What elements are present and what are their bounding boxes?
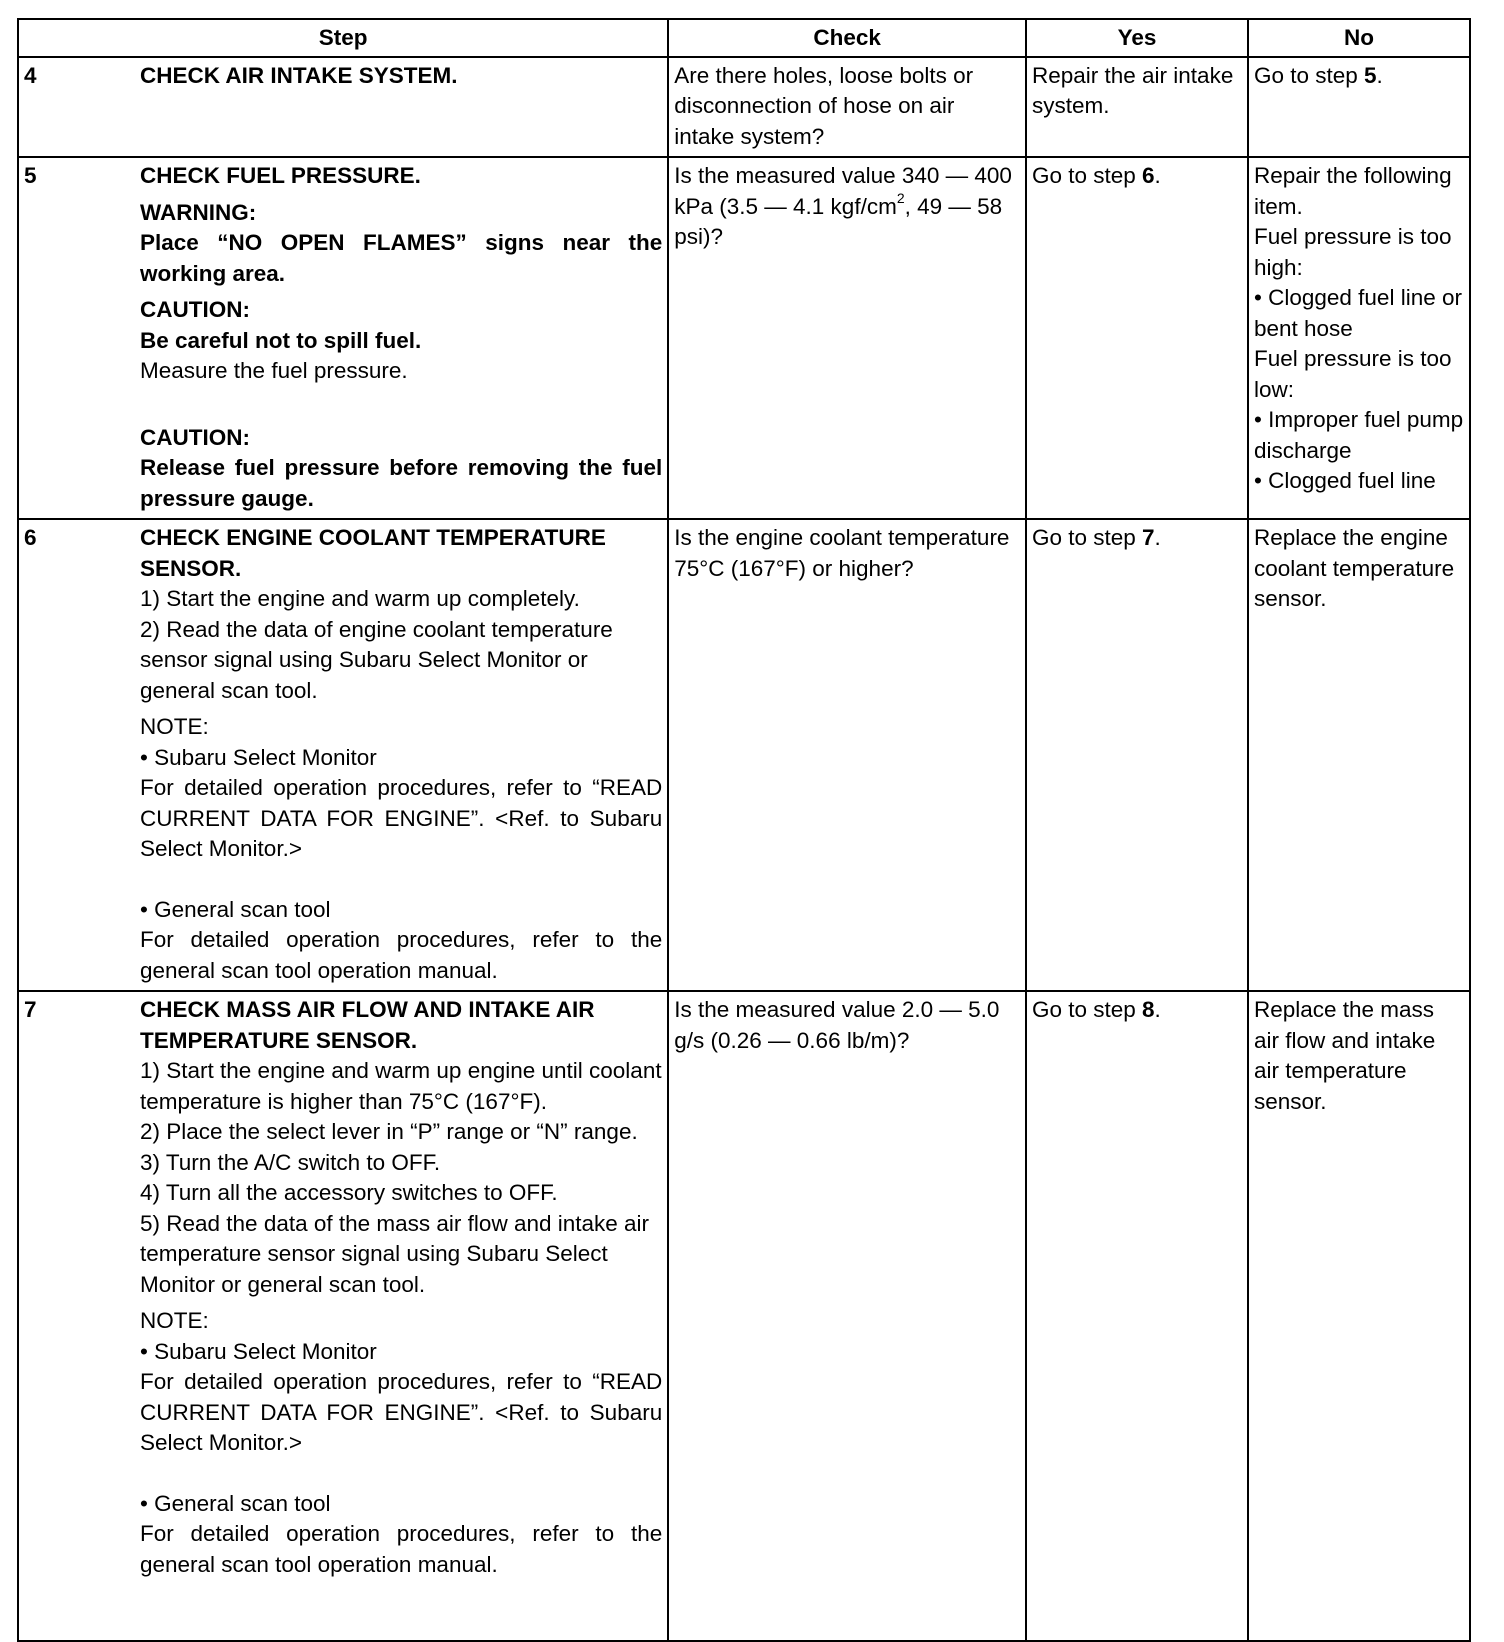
- header-step: Step: [18, 19, 668, 57]
- caution-label: CAUTION:: [140, 297, 250, 322]
- list-item: • Improper fuel pump discharge: [1253, 407, 1464, 463]
- header-no: No: [1248, 19, 1470, 57]
- note-text: For detailed operation procedures, refer to the general scan tool operation manual.: [140, 1521, 663, 1577]
- instruction-text: 2) Place the select lever in “P” range or “N” range.: [140, 1119, 638, 1144]
- check-cell: Is the engine coolant temperature 75°C (167°F) or higher?: [668, 519, 1026, 991]
- instruction-text: Measure the fuel pressure.: [140, 358, 408, 383]
- step-ref: 6: [1142, 163, 1155, 188]
- instruction-text: 2) Read the data of engine coolant temperature sensor signal using Subaru Select Monitor or general scan tool.: [140, 616, 613, 703]
- note-label: NOTE:: [140, 714, 209, 739]
- header-yes: Yes: [1026, 19, 1248, 57]
- yes-cell: Go to step 6.: [1026, 157, 1248, 519]
- caution-label: CAUTION:: [140, 424, 250, 450]
- caution-text: Release fuel pressure before removing the fuel pressure gauge.: [140, 455, 663, 511]
- list-item: • Clogged fuel line: [1253, 468, 1436, 493]
- instruction-text: 1) Start the engine and warm up engine until coolant temperature is higher than 75°C (167°F).: [140, 1058, 662, 1114]
- step-number: 5: [24, 163, 37, 188]
- step-title: CHECK FUEL PRESSURE.: [140, 163, 421, 188]
- instruction-text: 3) Turn the A/C switch to OFF.: [140, 1149, 441, 1175]
- no-cell: Replace the mass air flow and intake air temperature sensor.: [1248, 991, 1470, 1641]
- no-cell: Repair the following item. Fuel pressure is too high: • Clogged fuel line or bent hose Fuel pressure is too low: • Improper fuel pump discharge • Clogged fuel line: [1248, 157, 1470, 519]
- diagnostic-table: [17, 18, 1471, 1642]
- list-item: • General scan tool: [140, 896, 331, 922]
- list-item: • General scan tool: [140, 1490, 331, 1516]
- table-row: [18, 991, 1470, 1641]
- yes-cell: Go to step 8.: [1026, 991, 1248, 1641]
- yes-cell: Go to step 7.: [1026, 519, 1248, 991]
- step-ref: 7: [1142, 525, 1155, 550]
- list-item: • Clogged fuel line or bent hose: [1253, 285, 1462, 341]
- step-number: 7: [24, 997, 37, 1022]
- step-cell: [18, 57, 668, 158]
- header-row: [18, 19, 1470, 57]
- step-cell: [18, 991, 668, 1641]
- list-item: • Subaru Select Monitor: [140, 1338, 377, 1364]
- check-cell: Are there holes, loose bolts or disconnection of hose on air intake system?: [668, 57, 1026, 158]
- warning-text: Place “NO OPEN FLAMES” signs near the working area.: [140, 230, 663, 286]
- list-item: • Subaru Select Monitor: [140, 744, 377, 770]
- check-cell: Is the measured value 340 — 400 kPa (3.5 — 4.1 kgf/$cm^2$, 49 — 58 psi)?: [668, 157, 1026, 519]
- step-number: 4: [24, 62, 37, 88]
- warning-label: WARNING:: [140, 199, 257, 225]
- step-title: CHECK MASS AIR FLOW AND INTAKE AIR TEMPERATURE SENSOR.: [140, 997, 595, 1053]
- step-number: 6: [24, 525, 37, 550]
- caution-text: Be careful not to spill fuel.: [140, 327, 422, 353]
- step-cell: [18, 157, 668, 519]
- note-text: For detailed operation procedures, refer to “READ CURRENT DATA FOR ENGINE”. <Ref. to Subaru Select Monitor.>: [140, 775, 663, 861]
- no-cell: Replace the engine coolant temperature sensor.: [1248, 519, 1470, 991]
- step-ref: 5: [1364, 62, 1377, 88]
- no-cell: Go to step 5.: [1248, 57, 1470, 158]
- table-row: [18, 519, 1470, 991]
- step-cell: [18, 519, 668, 991]
- table-row: [18, 57, 1470, 158]
- step-ref: 8: [1142, 997, 1155, 1022]
- instruction-text: 1) Start the engine and warm up completely.: [140, 586, 580, 611]
- note-text: For detailed operation procedures, refer to the general scan tool operation manual.: [140, 927, 663, 983]
- yes-cell: Repair the air intake system.: [1026, 57, 1248, 158]
- instruction-text: 5) Read the data of the mass air flow and intake air temperature sensor signal using Subaru Select Monitor or general scan tool.: [140, 1210, 650, 1297]
- check-cell: Is the measured value 2.0 — 5.0 g/s (0.26 — 0.66 lb/m)?: [668, 991, 1026, 1641]
- step-title: CHECK AIR INTAKE SYSTEM.: [140, 62, 458, 88]
- note-text: For detailed operation procedures, refer to “READ CURRENT DATA FOR ENGINE”. <Ref. to Subaru Select Monitor.>: [140, 1369, 663, 1455]
- table-row: [18, 157, 1470, 519]
- note-label: NOTE:: [140, 1308, 209, 1333]
- step-title: CHECK ENGINE COOLANT TEMPERATURE SENSOR.: [140, 525, 606, 581]
- header-check: Check: [668, 19, 1026, 57]
- instruction-text: 4) Turn all the accessory switches to OFF.: [140, 1180, 558, 1205]
